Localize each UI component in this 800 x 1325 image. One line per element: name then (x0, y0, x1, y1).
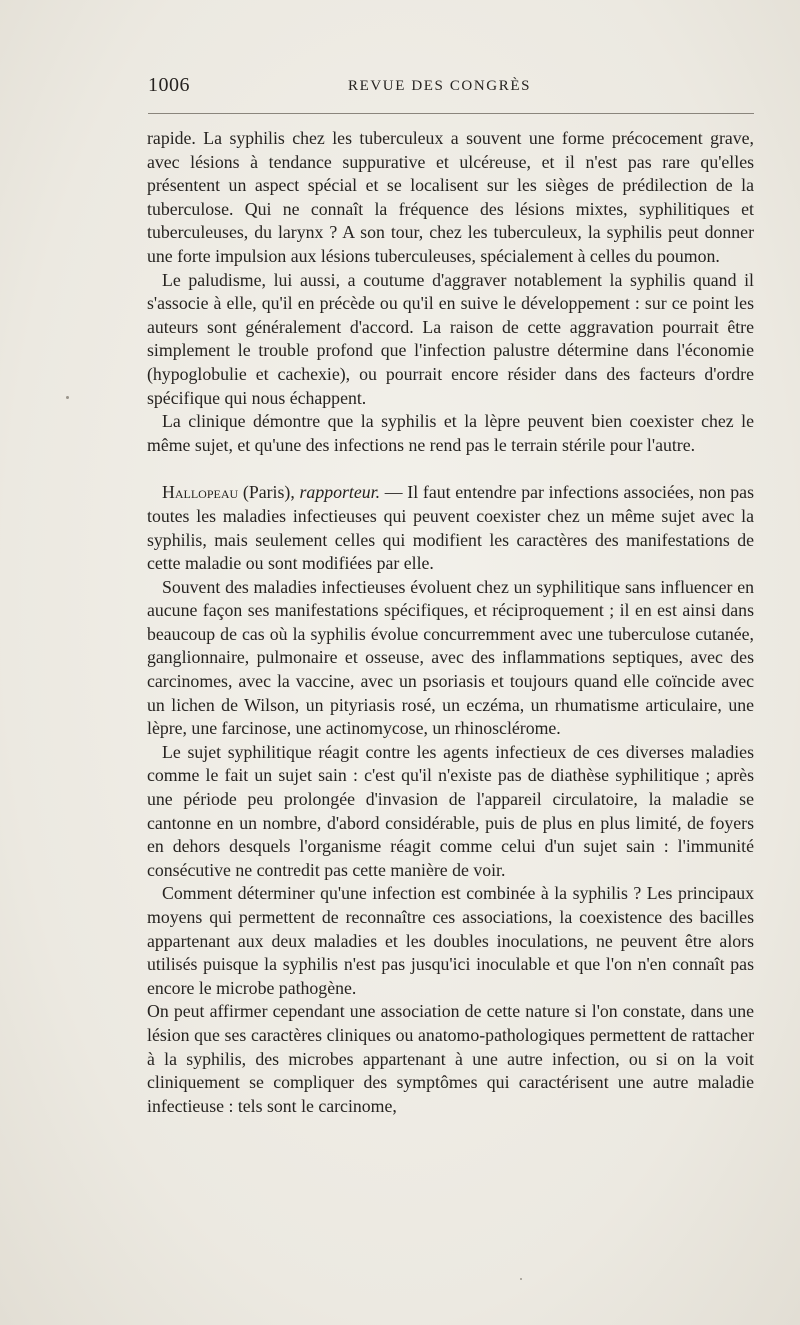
author-name: Hallopeau (162, 482, 239, 503)
paper-speck (66, 396, 69, 399)
page-number: 1006 (148, 74, 190, 96)
paragraph-5: Souvent des maladies infectieuses évoluent chez un syphilitique sans influencer en aucune façon ses manifestations spécifiques, et réciproquement ; il en est ainsi dans beaucoup de cas où la syphilis évolue concurremment avec une tuberculose cutanée, ganglionnaire, pulmonaire et osseuse, avec des inflammations septiques, avec des carcinomes, avec la vaccine, avec un psoriasis et toujours quand elle coïncide avec un lichen de Wilson, un pityriasis rosé, un eczéma, un rhumatisme articulaire, une lèpre, une farcinose, une actinomycose, un rhinosclérome. (147, 576, 754, 739)
paragraph-4 (147, 481, 754, 575)
body-text (147, 127, 754, 1118)
paper-speck (520, 1278, 522, 1280)
author-role: rapporteur. (299, 482, 381, 503)
running-head: REVUE DES CONGRÈS (348, 78, 532, 94)
paragraph-8: On peut affirmer cependant une association de cette nature si l'on constate, dans une lésion que ses caractères cliniques ou anatomo-pathologiques permettent de rattacher à la syphilis, des microbes appartenant à une autre infection, ou si on la voit cliniquement se compliquer des symptômes qui caractérisent une autre maladie infectieuse : tels sont le carcinome, (147, 1001, 754, 1116)
paragraph-3: La clinique démontre que la syphilis et la lèpre peuvent bien coexister chez le même sujet, et qu'une des infections ne rend pas le terrain stérile pour l'autre. (147, 411, 754, 455)
paragraph-1: rapide. La syphilis chez les tuberculeux a souvent une forme précocement grave, avec lésions à tendance suppurative et ulcéreuse, et il n'est pas rare qu'elles présentent un aspect spécial et se localisent sur les sièges de prédilection de la tuberculose. Qui ne connaît la fréquence des lésions mixtes, syphilitiques et tuberculeuses, du larynx ? A son tour, chez les tuberculeux, la syphilis peut donner une forte impulsion aux lésions tuberculeuses, spécialement à celles du poumon. (147, 128, 754, 266)
paragraph-4-text: — Il faut entendre par infections associées, non pas toutes les maladies infectieuses qui peuvent coexister chez un même sujet avec la syphilis, mais seulement celles qui modifient les caractères des manifestations de cette maladie ou sont modifiées par elle. (147, 482, 754, 574)
page-header (148, 74, 754, 102)
author-place: (Paris), (238, 482, 300, 503)
header-rule (148, 113, 754, 114)
paragraph-7: Comment déterminer qu'une infection est combinée à la syphilis ? Les principaux moyens qui permettent de reconnaître ces associations, la coexistence des bacilles appartenant aux deux maladies et les doubles inoculations, ne peuvent être alors utilisés puisque la syphilis n'est pas jusqu'ici inoculable et que l'on n'en connaît pas encore le microbe pathogène. (147, 883, 754, 998)
paragraph-2: Le paludisme, lui aussi, a coutume d'aggraver notablement la syphilis quand il s'associe à elle, qu'il en précède ou qu'il en suive le développement : sur ce point les auteurs sont généralement d'accord. La raison de cette aggravation pourrait être simplement le trouble profond que l'infection palustre détermine dans l'économie (hypoglobulie et cachexie), ou pourrait encore résider dans des facteurs d'ordre spécifique qui nous échappent. (147, 269, 754, 408)
paragraph-6: Le sujet syphilitique réagit contre les agents infectieux de ces diverses maladies comme le fait un sujet sain : c'est qu'il n'existe pas de diathèse syphilitique ; après une période peu prolongée d'invasion de l'appareil circulatoire, la maladie se cantonne en un nombre, d'abord considérable, puis de plus en plus limité, de foyers en dehors desquels l'organisme réagit comme celui d'un sujet sain : l'immunité consécutive ne contredit pas cette manière de voir. (147, 741, 754, 880)
